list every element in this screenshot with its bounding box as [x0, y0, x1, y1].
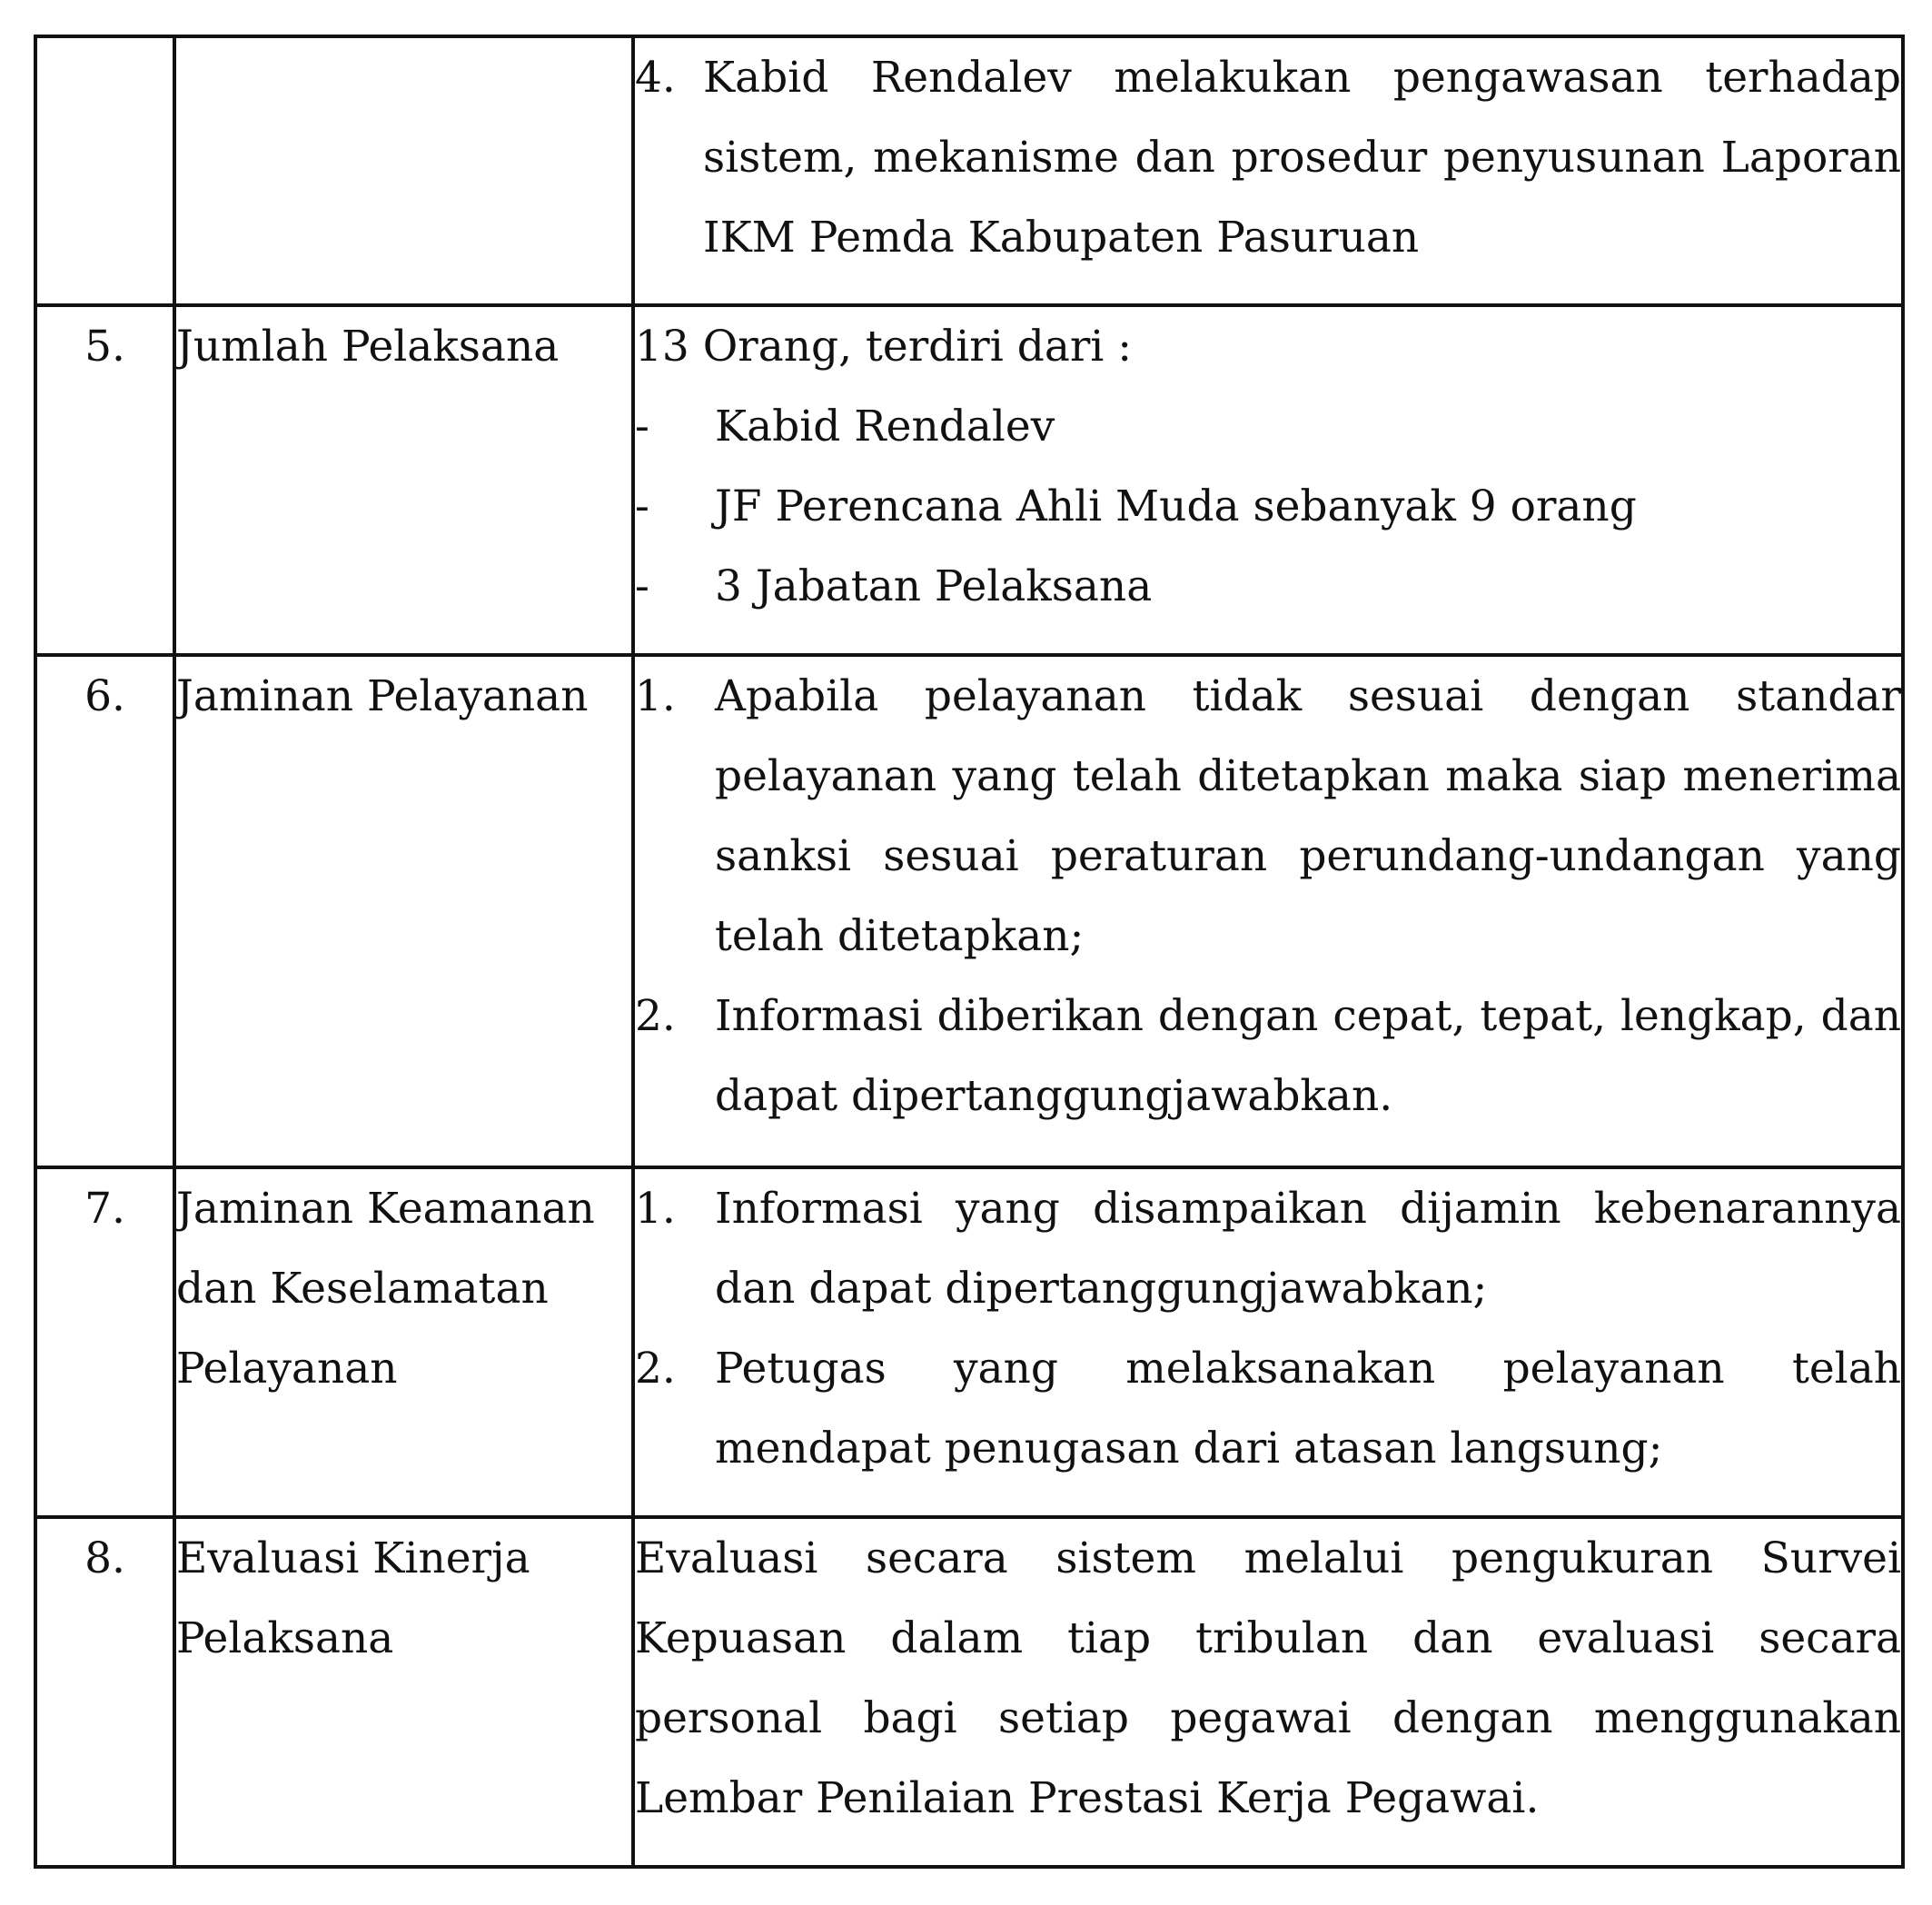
list-marker: 1.	[635, 671, 676, 721]
standard-pelayanan-table	[34, 35, 1905, 1869]
list-item	[635, 657, 1901, 977]
table-row	[35, 1517, 1903, 1867]
row-content	[633, 1517, 1903, 1867]
content-paragraph: Evaluasi secara sistem melalui pengukuran Survei Kepuasan dalam tiap tribulan dan evaluasi secara personal bagi setiap pegawai dengan menggunakan Lembar Penilaian Prestasi Kerja Pegawai.	[635, 1533, 1901, 1823]
row-number: 5.	[35, 305, 174, 655]
list-item	[635, 38, 1901, 278]
list-item	[635, 1329, 1901, 1489]
list-item-text: Kabid Rendalev melakukan pengawasan terhadap sistem, mekanisme dan prosedur penyusunan Laporan IKM Pemda Kabupaten Pasuruan	[703, 53, 1901, 263]
list-item-text: Informasi yang disampaikan dijamin kebenarannya dan dapat dipertanggungjawabkan;	[715, 1184, 1901, 1314]
content-intro: 13 Orang, terdiri dari :	[635, 322, 1133, 372]
list-item	[635, 977, 1901, 1136]
list-marker: 4.	[635, 53, 676, 103]
list-marker: 1.	[635, 1184, 676, 1234]
row-label: Jumlah Pelaksana	[174, 305, 633, 655]
row-number	[35, 36, 174, 305]
list-item	[635, 387, 1901, 467]
list-marker: 2.	[635, 1344, 676, 1394]
table-row	[35, 655, 1903, 1167]
table-row	[35, 36, 1903, 305]
table-row	[35, 1167, 1903, 1517]
row-content	[633, 1167, 1903, 1517]
row-label: Jaminan Pelayanan	[174, 655, 633, 1167]
list-item-text: Petugas yang melaksanakan pelayanan telah mendapat penugasan dari atasan langsung;	[715, 1344, 1901, 1473]
row-content	[633, 305, 1903, 655]
list-item	[635, 467, 1901, 547]
row-number: 6.	[35, 655, 174, 1167]
list-item	[635, 1169, 1901, 1329]
row-number: 8.	[35, 1517, 174, 1867]
row-number: 7.	[35, 1167, 174, 1517]
list-marker: -	[635, 561, 649, 611]
row-label	[174, 36, 633, 305]
row-label: Jaminan Keamanan dan Keselamatan Pelayanan	[174, 1167, 633, 1517]
list-marker: -	[635, 402, 649, 451]
list-marker: -	[635, 481, 649, 531]
row-content	[633, 655, 1903, 1167]
list-item	[635, 547, 1901, 627]
row-label: Evaluasi Kinerja Pelaksana	[174, 1517, 633, 1867]
list-item-text: JF Perencana Ahli Muda sebanyak 9 orang	[715, 481, 1637, 531]
list-item-text: Informasi diberikan dengan cepat, tepat, lengkap, dan dapat dipertanggungjawabkan.	[715, 991, 1901, 1121]
list-item-text: Kabid Rendalev	[715, 402, 1055, 451]
list-item-text: Apabila pelayanan tidak sesuai dengan standar pelayanan yang telah ditetapkan maka siap menerima sanksi sesuai peraturan perundang-undangan yang telah ditetapkan;	[715, 671, 1901, 961]
row-content	[633, 36, 1903, 305]
table-row	[35, 305, 1903, 655]
list-marker: 2.	[635, 991, 676, 1041]
list-item-text: 3 Jabatan Pelaksana	[715, 561, 1153, 611]
